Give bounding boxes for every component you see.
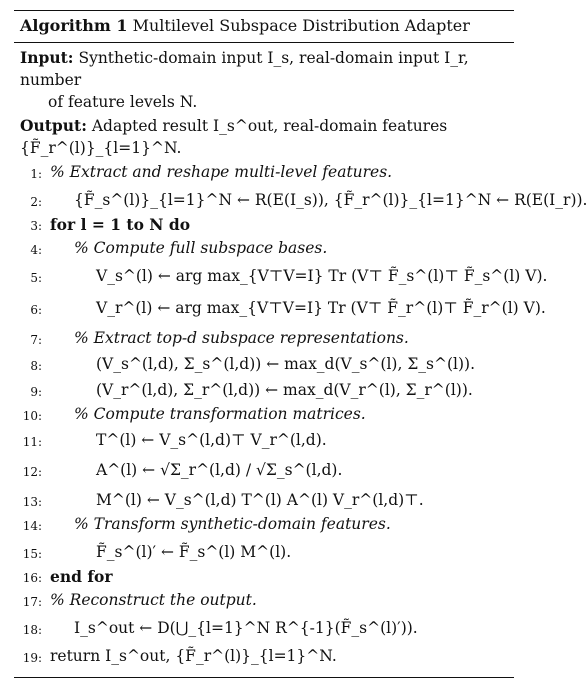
line-number: 4: [30,243,42,257]
line-number: 2: [30,195,42,209]
line-statement: T^(l) ← V_s^(l,d)⊤ V_r^(l,d). [96,431,327,449]
input-continued: of feature levels N. [48,93,198,111]
line-number: 17: [22,595,42,609]
input-text: Synthetic-domain input I_s, real-domain input I_r, number [20,49,469,89]
line-comment: % Extract top-d subspace representations. [74,329,409,347]
line-for: for l = 1 to N do [50,215,191,234]
line-number: 18: [22,623,42,637]
algorithm-caption [14,11,514,42]
algorithm-return [14,647,514,677]
line-number: 7: [30,333,42,347]
line-number: 10: [22,409,42,423]
line-statement: (V_r^(l,d), Σ_r^(l,d)) ← max_d(V_r^(l), Σ_r^(l)). [96,381,473,399]
line-end-for: end for [50,567,113,586]
caption-label: Algorithm 1 [20,16,128,35]
caption-title: Multilevel Subspace Distribution Adapter [132,16,470,35]
line-number: 6: [30,303,42,317]
line-number: 16: [22,571,42,585]
line-number: 3: [30,219,42,233]
line-comment: % Compute transformation matrices. [74,405,366,423]
line-statement: A^(l) ← √Σ_r^(l,d) / √Σ_s^(l,d). [96,461,343,479]
output-label: Output: [20,116,87,135]
line-comment: % Transform synthetic-domain features. [74,515,391,533]
output-block [14,113,514,159]
line-number: 19: [22,651,42,665]
line-comment: % Compute full subspace bases. [74,239,328,257]
line-return: return I_s^out, {F̃_r^(l)}_{l=1}^N. [50,647,337,665]
line-number: 14: [22,519,42,533]
line-statement: I_s^out ← D(⋃_{l=1}^N R^{-1}(F̃_s^(l)′)). [74,619,418,637]
input-label: Input: [20,48,74,67]
line-number: 12: [22,465,42,479]
line-number: 15: [22,547,42,561]
line-statement: F̃_s^(l)′ ← F̃_s^(l) M^(l). [96,543,292,561]
line-number: 11: [22,435,42,449]
algorithm-box [14,10,587,678]
output-text: Adapted result I_s^out, real-domain features {F̃_r^(l)}_{l=1}^N. [20,117,448,157]
line-number: 8: [30,359,42,373]
line-number: 9: [30,385,42,399]
algorithm-lines [14,161,587,647]
line-statement: M^(l) ← V_s^(l,d) T^(l) A^(l) V_r^(l,d)⊤. [96,491,424,509]
line-statement: {F̃_s^(l)}_{l=1}^N ← R(E(I_s)), {F̃_r^(l)}_{l=1}^N ← R(E(I_r)). [74,191,587,209]
line-number: 5: [30,271,42,285]
line-statement: (V_s^(l,d), Σ_s^(l,d)) ← max_d(V_s^(l), Σ_s^(l)). [96,355,475,373]
line-statement: V_s^(l) ← arg max_{V⊤V=I} Tr (V⊤ F̃_s^(l)⊤ F̃_s^(l) V). [96,267,548,285]
line-number: 1: [30,167,42,181]
line-statement: V_r^(l) ← arg max_{V⊤V=I} Tr (V⊤ F̃_r^(l)⊤ F̃_r^(l) V). [96,299,546,317]
line-comment: % Reconstruct the output. [50,591,257,609]
input-block [14,43,514,113]
line-comment: % Extract and reshape multi-level features. [50,163,393,181]
line-number: 13: [22,495,42,509]
